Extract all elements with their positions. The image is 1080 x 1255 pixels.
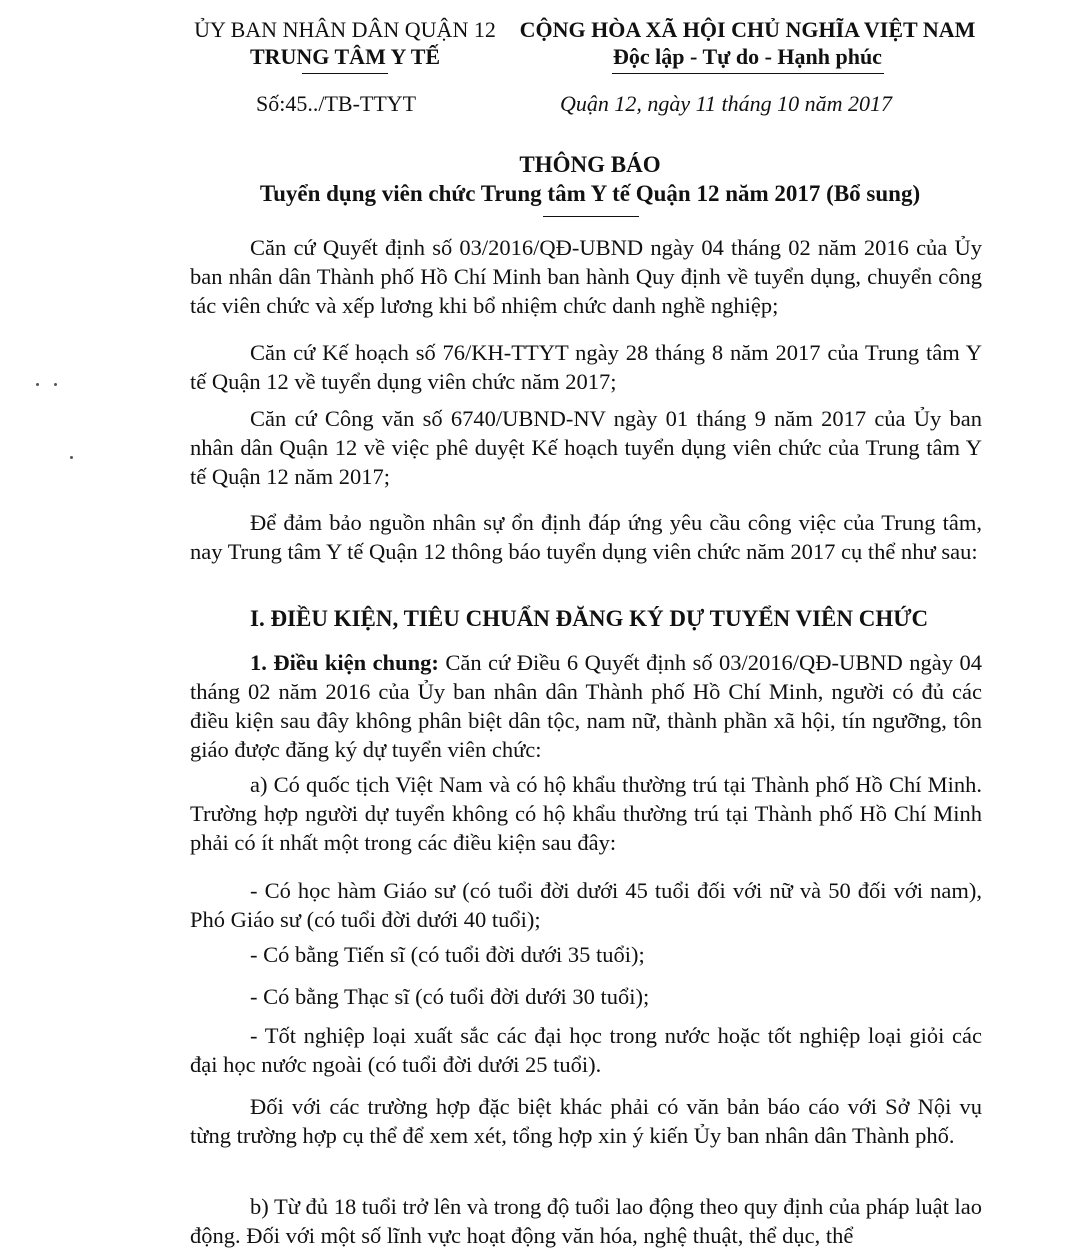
document-number: Số:45../TB-TTYT [256, 91, 417, 116]
scan-speck [70, 456, 73, 459]
list-item: - Có bằng Thạc sĩ (có tuổi đời dưới 30 tuổi); [250, 984, 650, 1009]
document-title: THÔNG BÁO [519, 152, 661, 177]
agency-parent: ỦY BAN NHÂN DÂN QUẬN 12 [194, 17, 496, 42]
section-heading-1: I. ĐIỀU KIỆN, TIÊU CHUẨN ĐĂNG KÝ DỰ TUYỂN VIÊN CHỨC [250, 606, 929, 631]
title-underline [543, 216, 639, 217]
country-name: CỘNG HÒA XÃ HỘI CHỦ NGHĨA VIỆT NAM [519, 17, 976, 42]
list-item: - Tốt nghiệp loại xuất sắc các đại học trong nước hoặc tốt nghiệp loại giỏi các đại học nước ngoài (có tuổi đời dưới 25 tuổi). [190, 1023, 982, 1077]
national-motto [510, 16, 985, 70]
clause-label: 1. Điều kiện chung: [250, 650, 439, 675]
motto: Độc lập - Tự do - Hạnh phúc [613, 44, 882, 69]
list-item: - Có học hàm Giáo sư (có tuổi đời dưới 45 tuổi đối với nữ và 50 đối với nam), Phó Giáo sư (có tuổi đời dưới 40 tuổi); [190, 878, 982, 932]
scan-speck [54, 383, 57, 386]
paragraph-legal-basis-2: Căn cứ Kế hoạch số 76/KH-TTYT ngày 28 tháng 8 năm 2017 của Trung tâm Y tế Quận 12 về tuyển dụng viên chức năm 2017; [190, 340, 982, 394]
paragraph-general-conditions [190, 648, 982, 764]
clause-text: Căn cứ Điều 6 Quyết định số 03/2016/QĐ-UBND ngày 04 tháng 02 năm 2016 của Ủy ban nhân dân Thành phố Hồ Chí Minh, người có đủ các điều kiện sau đây không phân biệt dân tộc, nam nữ, thành phần xã hội, tín ngưỡng, tôn giáo được đăng ký dự tuyển viên chức: [190, 650, 982, 762]
paragraph-purpose: Để đảm bảo nguồn nhân sự ổn định đáp ứng yêu cầu công việc của Trung tâm, nay Trung tâm Y tế Quận 12 thông báo tuyển dụng viên chức năm 2017 cụ thể như sau: [190, 510, 982, 564]
paragraph-condition-b: b) Từ đủ 18 tuổi trở lên và trong độ tuổi lao động theo quy định của pháp luật lao động. Đối với một số lĩnh vực hoạt động văn hóa, nghệ thuật, thể dục, thể [190, 1194, 982, 1248]
place-and-date: Quận 12, ngày 11 tháng 10 năm 2017 [560, 91, 893, 116]
agency-underline [302, 73, 388, 74]
paragraph-legal-basis-3: Căn cứ Công văn số 6740/UBND-NV ngày 01 tháng 9 năm 2017 của Ủy ban nhân dân Quận 12 về việc phê duyệt Kế hoạch tuyển dụng viên chức của Trung tâm Y tế Quận 12 năm 2017; [190, 406, 982, 489]
issuing-agency [180, 16, 510, 70]
motto-underline [612, 73, 884, 74]
paragraph-legal-basis-1: Căn cứ Quyết định số 03/2016/QĐ-UBND ngày 04 tháng 02 năm 2016 của Ủy ban nhân dân Thành phố Hồ Chí Minh ban hành Quy định về tuyển dụng, chuyển công tác viên chức và xếp lương khi bổ nhiệm chức danh nghề nghiệp; [190, 235, 982, 318]
list-item: - Có bằng Tiến sĩ (có tuổi đời dưới 35 tuổi); [250, 942, 645, 967]
document-subtitle: Tuyển dụng viên chức Trung tâm Y tế Quận 12 năm 2017 (Bổ sung) [259, 181, 921, 206]
scan-speck [36, 383, 39, 386]
agency-name: TRUNG TÂM Y TẾ [249, 44, 441, 69]
paragraph-condition-a: a) Có quốc tịch Việt Nam và có hộ khẩu thường trú tại Thành phố Hồ Chí Minh. Trường hợp người dự tuyển không có hộ khẩu thường trú tại Thành phố Hồ Chí Minh phải có ít nhất một trong các điều kiện sau đây: [190, 772, 982, 855]
paragraph-special-cases: Đối với các trường hợp đặc biệt khác phải có văn bản báo cáo với Sở Nội vụ từng trường hợp cụ thể để xem xét, tổng hợp xin ý kiến Ủy ban nhân dân Thành phố. [190, 1094, 982, 1148]
